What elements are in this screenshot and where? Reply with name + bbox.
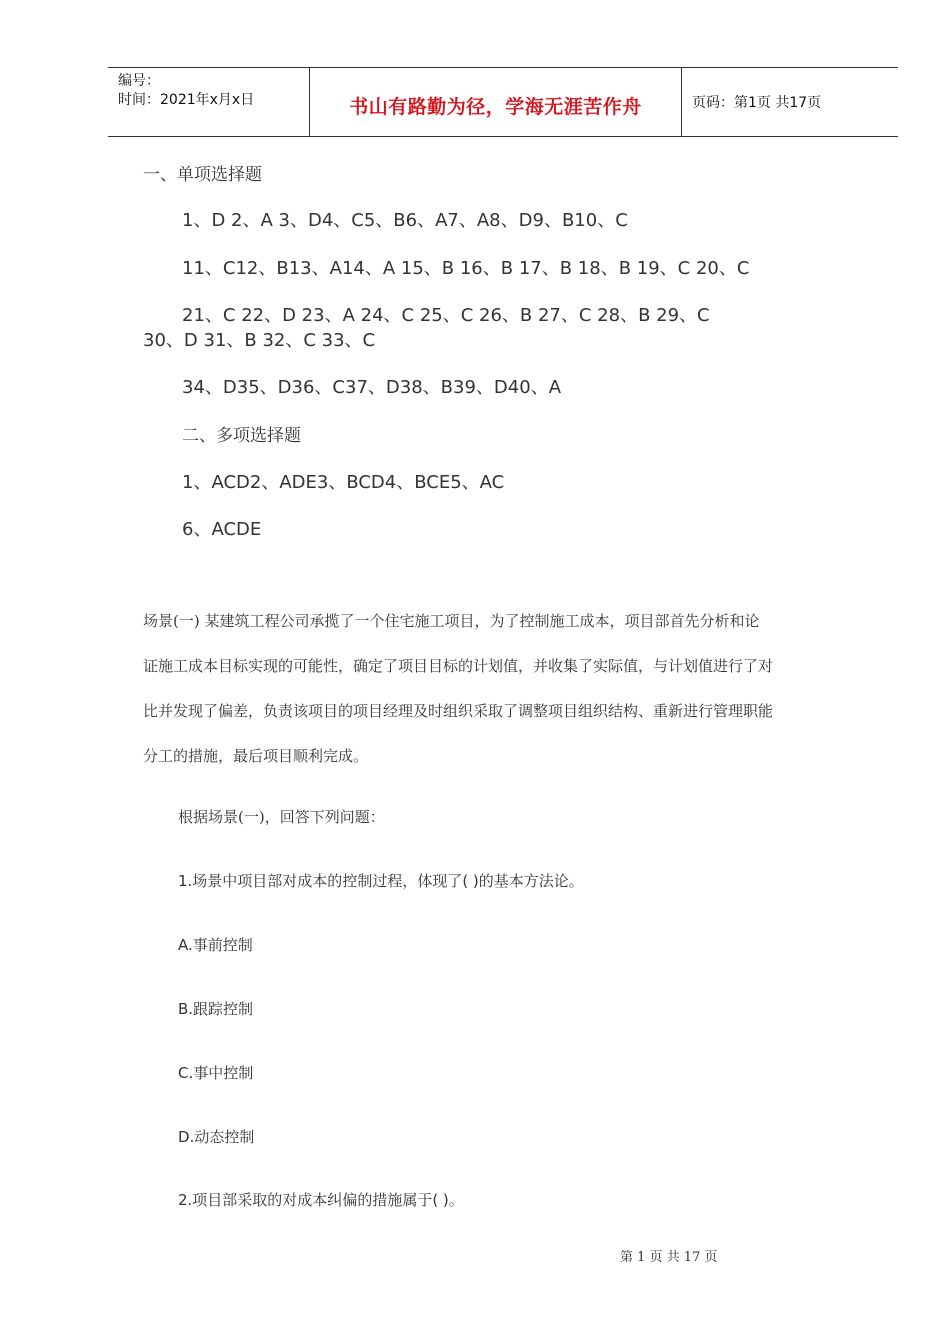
document-number-label: 编号：	[118, 73, 160, 89]
scenario-line-4: 分工的措施，最后项目顺利完成。	[143, 747, 369, 765]
question-1-option-a: A.事前控制	[178, 936, 253, 954]
header-page-label: 页码：第1页 共17页	[692, 95, 822, 111]
scenario-line-2: 证施工成本目标实现的可能性，确定了项目目标的计划值，并收集了实际值，与计划值进行了对	[143, 657, 774, 675]
answer-row-3a: 21、C 22、D 23、A 24、C 25、C 26、B 27、C 28、B 29、C	[182, 305, 710, 326]
header-motto: 书山有路勤为径，学海无涯苦作舟	[349, 95, 642, 118]
multi-answer-row-2: 6、ACDE	[182, 519, 262, 540]
question-prompt: 根据场景(一)，回答下列问题：	[178, 808, 385, 826]
header-motto-cell	[310, 68, 682, 136]
document-header	[108, 67, 898, 137]
answer-row-2: 11、C12、B13、A14、A 15、B 16、B 17、B 18、B 19、C 20、C	[182, 258, 750, 279]
question-1-option-b: B.跟踪控制	[178, 1000, 254, 1018]
question-1-option-c: C.事中控制	[178, 1064, 254, 1082]
section-single-choice-title: 一、单项选择题	[143, 165, 262, 185]
header-meta	[108, 68, 310, 136]
page-footer: 第 1 页 共 17 页	[620, 1250, 718, 1265]
question-1: 1.场景中项目部对成本的控制过程，体现了( )的基本方法论。	[178, 872, 584, 890]
header-page-cell	[682, 68, 898, 136]
scenario-line-1: 场景(一) 某建筑工程公司承揽了一个住宅施工项目，为了控制施工成本，项目部首先分析和论	[143, 612, 760, 630]
question-2: 2.项目部采取的对成本纠偏的措施属于( )。	[178, 1191, 464, 1209]
scenario-line-3: 比并发现了偏差，负责该项目的项目经理及时组织采取了调整项目组织结构、重新进行管理职能	[143, 702, 774, 720]
multi-answer-row-1: 1、ACD2、ADE3、BCD4、BCE5、AC	[182, 472, 505, 493]
answer-row-4: 34、D35、D36、C37、D38、B39、D40、A	[182, 377, 562, 398]
question-1-option-d: D.动态控制	[178, 1128, 255, 1146]
answer-row-1: 1、D 2、A 3、D4、C5、B6、A7、A8、D9、B10、C	[182, 210, 628, 231]
document-time-label: 时间：2021年x月x日	[118, 92, 255, 108]
section-multi-choice-title: 二、多项选择题	[182, 426, 301, 446]
answer-row-3b: 30、D 31、B 32、C 33、C	[143, 330, 376, 351]
